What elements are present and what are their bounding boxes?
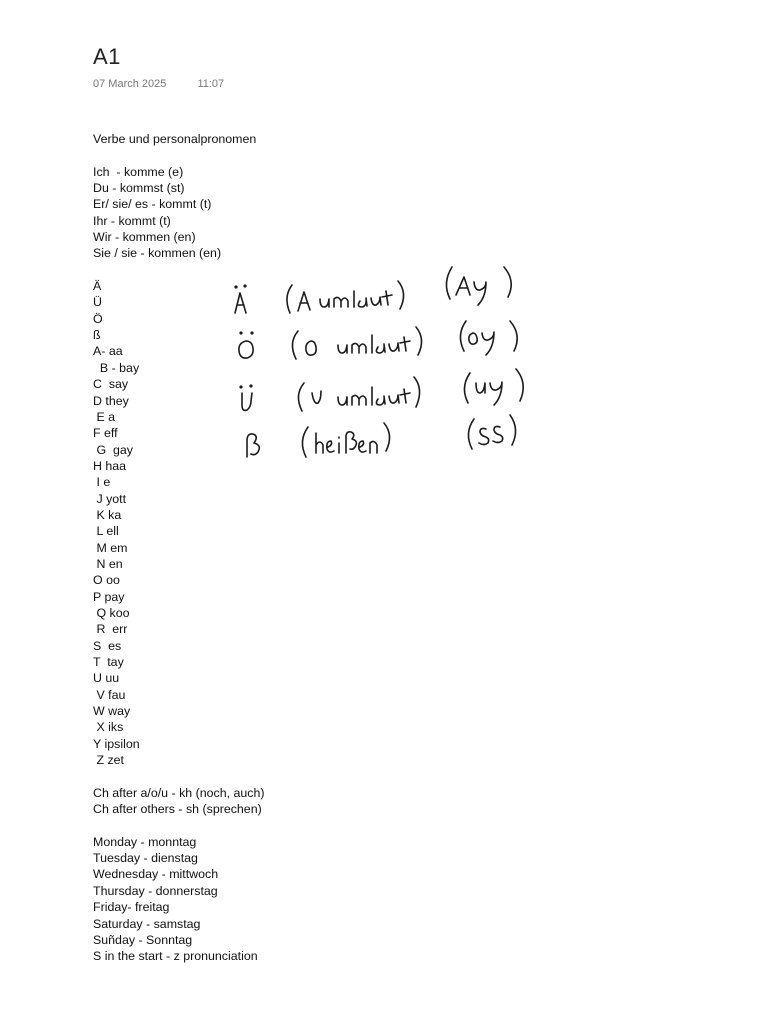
text-line: A- aa — [93, 344, 123, 359]
text-line: V fau — [93, 687, 126, 702]
text-line: Friday- freitag — [93, 900, 170, 915]
text-line: F eff — [93, 426, 118, 441]
blank-line — [93, 147, 413, 163]
text-line: ß — [93, 328, 101, 343]
text-line: H haa — [93, 458, 127, 473]
page-time: 11:07 — [197, 78, 225, 90]
text-line: K ka — [93, 507, 122, 522]
text-line: W way — [93, 704, 131, 719]
text-line: Verbe und personalpronomen — [93, 132, 257, 146]
ink-row-eszett — [247, 415, 516, 457]
ink-row-u-umlaut — [239, 369, 523, 411]
text-line: G gay — [93, 442, 133, 457]
text-line: Ch after others - sh (sprechen) — [93, 802, 262, 817]
handwriting-ink — [220, 255, 540, 470]
text-line: I e — [93, 475, 111, 490]
text-line: Er/ sie/ es - kommt (t) — [93, 197, 212, 212]
text-line: S in the start - z pronunciation — [93, 949, 258, 964]
page-date: 07 March 2025 — [93, 78, 167, 90]
text-line: Saturday - samstag — [93, 916, 201, 931]
blank-line — [93, 817, 413, 833]
text-line: O oo — [93, 573, 120, 588]
text-line: J yott — [93, 491, 127, 506]
text-line: Ich - komme (e) — [93, 164, 184, 179]
text-line: U uu — [93, 671, 120, 686]
page-title: A1 — [93, 44, 121, 69]
text-line: E a — [93, 409, 116, 424]
text-line: Du - kommst (st) — [93, 181, 185, 196]
text-line: Q koo — [93, 605, 130, 620]
text-line: X iks — [93, 720, 124, 735]
text-line: Ihr - kommt (t) — [93, 213, 171, 228]
text-line: Ü — [93, 295, 102, 310]
text-line: Wednesday - mittwoch — [93, 867, 219, 882]
text-line: Z zet — [93, 753, 124, 768]
text-line: Ä — [93, 279, 102, 294]
text-line: Wir - kommen (en) — [93, 230, 196, 245]
text-line: T tay — [93, 655, 124, 669]
ink-row-a-umlaut — [234, 267, 511, 313]
text-line: S es — [93, 638, 122, 653]
text-line: P pay — [93, 589, 125, 604]
text-line: Thursday - donnerstag — [93, 883, 218, 898]
text-line: C say — [93, 377, 129, 392]
page-meta — [93, 78, 224, 90]
ink-row-o-umlaut — [239, 321, 517, 359]
text-line: Monday - monntag — [93, 834, 197, 849]
text-line: Ch after a/o/u - kh (noch, auch) — [93, 785, 265, 800]
text-line: Sie / sie - kommen (en) — [93, 246, 222, 261]
text-line: B - bay — [93, 360, 140, 375]
text-line: Suñday - Sonntag — [93, 932, 193, 947]
text-line: D they — [93, 393, 129, 408]
text-line: R err — [93, 622, 128, 637]
text-line: M em — [93, 540, 128, 555]
blank-line — [93, 768, 413, 784]
text-line: Ö — [93, 311, 103, 326]
text-line: Tuesday - dienstag — [93, 851, 198, 866]
text-line: L ell — [93, 524, 119, 539]
text-line: Y ipsilon — [93, 736, 140, 751]
text-line: N en — [93, 556, 123, 571]
